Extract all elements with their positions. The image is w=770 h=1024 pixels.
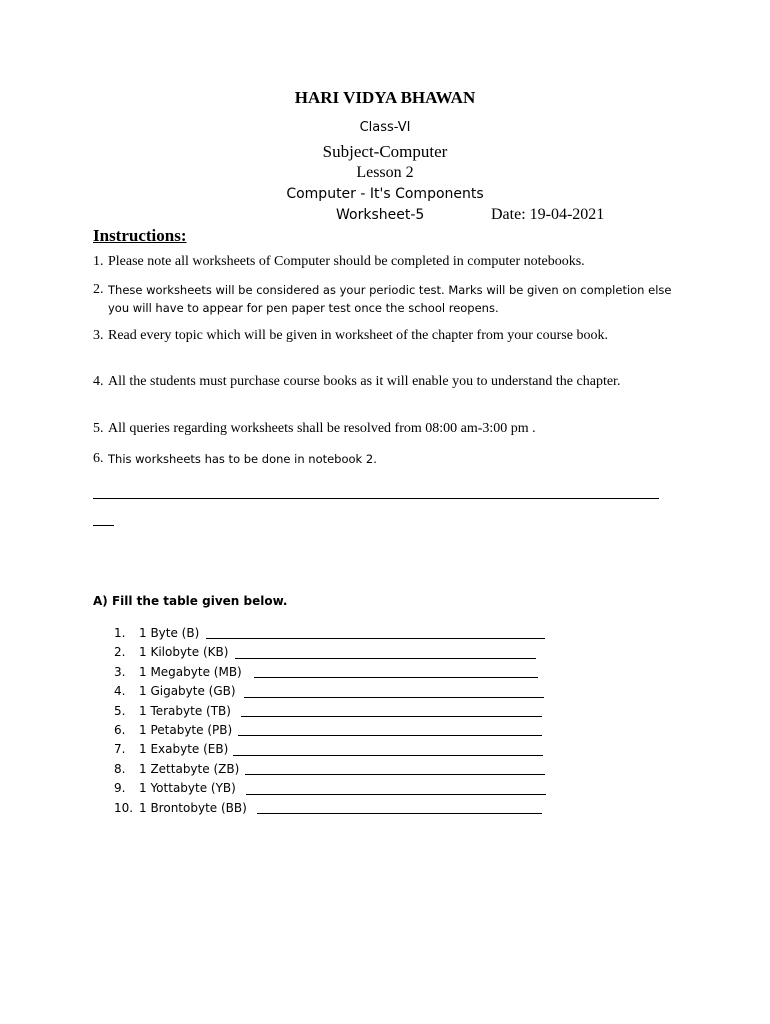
fill-item bbox=[114, 663, 247, 682]
fill-item bbox=[114, 760, 247, 779]
answer-blank[interactable] bbox=[238, 735, 542, 736]
fill-item bbox=[114, 740, 247, 759]
instruction-item bbox=[93, 450, 673, 468]
fill-item bbox=[114, 682, 247, 701]
answer-blank[interactable] bbox=[206, 638, 545, 639]
fill-item bbox=[114, 624, 247, 643]
unit-label: 1 Zettabyte (ZB) bbox=[139, 761, 240, 776]
instruction-number: 1. bbox=[93, 254, 104, 269]
instruction-item bbox=[93, 327, 673, 345]
worksheet-number: Worksheet-5 bbox=[336, 207, 425, 223]
lesson-label: Lesson 2 bbox=[356, 164, 414, 181]
divider-line bbox=[93, 498, 659, 499]
item-number: 10. bbox=[114, 800, 134, 815]
item-number: 3. bbox=[114, 664, 126, 679]
answer-blank[interactable] bbox=[246, 794, 546, 795]
instruction-text: Read every topic which will be given in worksheet of the chapter from your course book. bbox=[108, 328, 608, 343]
fill-in-list bbox=[114, 624, 247, 818]
topic-title: Computer - It's Components bbox=[286, 186, 484, 202]
item-number: 9. bbox=[114, 781, 126, 796]
instruction-number: 6. bbox=[93, 451, 104, 466]
answer-blank[interactable] bbox=[254, 677, 538, 678]
instruction-text: All the students must purchase course books as it will enable you to understand the chapter. bbox=[108, 374, 621, 389]
instruction-text: These worksheets will be considered as your periodic test. Marks will be given on completion else you will have to appear for pen paper test once the school reopens. bbox=[108, 283, 672, 315]
instruction-item bbox=[93, 420, 673, 438]
answer-blank[interactable] bbox=[233, 755, 543, 756]
section-a-heading: A) Fill the table given below. bbox=[93, 594, 288, 608]
instructions-heading: Instructions: bbox=[93, 226, 187, 245]
unit-label: 1 Gigabyte (GB) bbox=[139, 684, 236, 699]
fill-item bbox=[114, 779, 247, 798]
item-number: 2. bbox=[114, 645, 126, 660]
unit-label: 1 Terabyte (TB) bbox=[139, 703, 231, 718]
item-number: 7. bbox=[114, 742, 126, 757]
subject-label: Subject-Computer bbox=[322, 142, 448, 161]
instruction-text: This worksheets has to be done in notebook 2. bbox=[108, 452, 377, 466]
instruction-number: 4. bbox=[93, 374, 104, 389]
fill-item bbox=[114, 702, 247, 721]
worksheet-date: Date: 19-04-2021 bbox=[491, 206, 605, 223]
item-number: 1. bbox=[114, 626, 126, 640]
fill-item bbox=[114, 799, 247, 818]
instruction-item bbox=[93, 281, 673, 317]
answer-blank[interactable] bbox=[235, 658, 536, 659]
unit-label: 1 Kilobyte (KB) bbox=[139, 645, 229, 660]
fill-item bbox=[114, 643, 247, 662]
unit-label: 1 Exabyte (EB) bbox=[139, 742, 229, 757]
answer-blank[interactable] bbox=[245, 774, 545, 775]
item-number: 5. bbox=[114, 703, 126, 718]
item-number: 8. bbox=[114, 761, 126, 776]
item-number: 4. bbox=[114, 684, 126, 699]
class-label: Class-VI bbox=[359, 120, 411, 135]
unit-label: 1 Petabyte (PB) bbox=[139, 722, 233, 737]
instruction-text: Please note all worksheets of Computer should be completed in computer notebooks. bbox=[108, 254, 585, 269]
answer-blank[interactable] bbox=[244, 697, 544, 698]
instruction-item bbox=[93, 373, 673, 391]
instruction-text: All queries regarding worksheets shall be resolved from 08:00 am-3:00 pm . bbox=[108, 421, 536, 436]
answer-blank[interactable] bbox=[241, 716, 542, 717]
unit-label: 1 Yottabyte (YB) bbox=[139, 781, 236, 796]
instruction-number: 2. bbox=[93, 282, 104, 297]
fill-item bbox=[114, 721, 247, 740]
instruction-number: 5. bbox=[93, 421, 104, 436]
school-name: HARI VIDYA BHAWAN bbox=[294, 88, 476, 107]
answer-blank[interactable] bbox=[257, 813, 542, 814]
instruction-item bbox=[93, 253, 673, 271]
item-number: 6. bbox=[114, 722, 126, 737]
unit-label: 1 Brontobyte (BB) bbox=[139, 800, 247, 815]
unit-label: 1 Megabyte (MB) bbox=[139, 664, 242, 679]
divider-line bbox=[93, 525, 114, 526]
instruction-number: 3. bbox=[93, 328, 104, 343]
unit-label: 1 Byte (B) bbox=[139, 626, 200, 640]
